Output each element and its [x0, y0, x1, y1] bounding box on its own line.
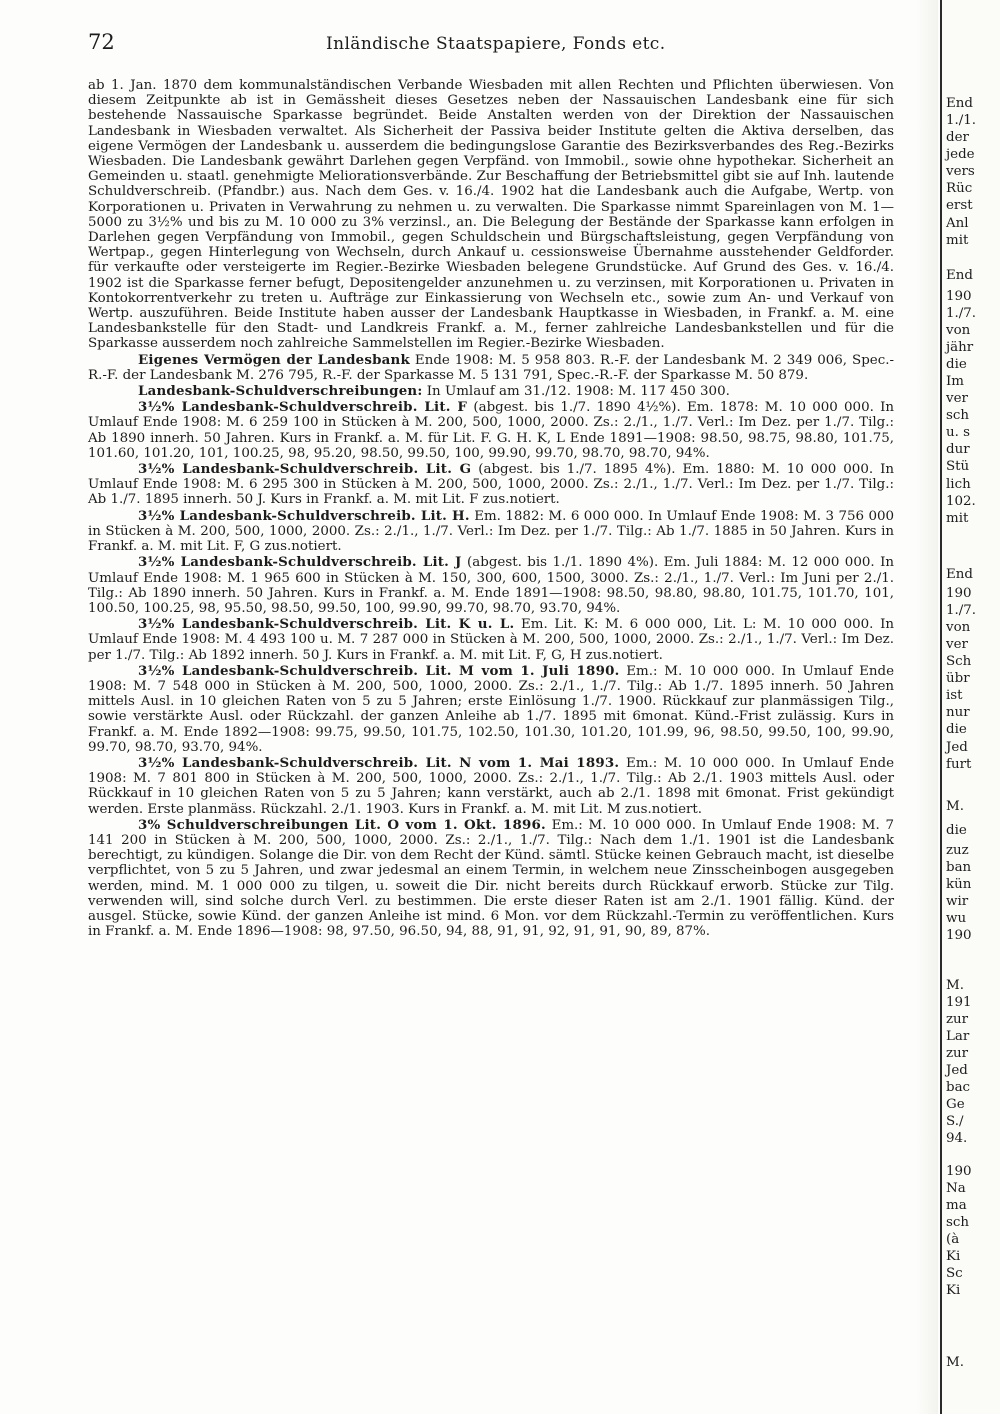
section-schuldverschreibungen [88, 384, 894, 399]
section-heading: 3½% Landesbank-Schuldverschreib. Lit. G [138, 461, 472, 478]
section-lit-f [88, 400, 894, 461]
section-text: Ende 1908: M. 5 958 803. R.-F. der Landesbank M. 2 349 006, Spec.-R.-F. der Landesbank M. 276 795, R.-F. der Sparkasse M. 5 131 791, Spec.-R.-F. der Sparkasse M. 50 879. [88, 352, 894, 383]
section-text: In Umlauf am 31./12. 1908: M. 117 450 300. [422, 384, 730, 400]
edge-fragment: sch [946, 408, 969, 423]
edge-fragment: 1./1. [946, 113, 977, 128]
edge-fragment: S./ [946, 1114, 964, 1129]
edge-fragment: 1./7. [946, 603, 977, 618]
section-heading: 3½% Landesbank-Schuldverschreib. Lit. J [138, 554, 462, 571]
edge-fragment: Im [946, 374, 964, 389]
edge-fragment: Lar [946, 1029, 970, 1044]
edge-fragment: Sc [946, 1266, 963, 1281]
section-text: (abgest. bis 1./1. 1890 4%). Em. Juli 1884: M. 12 000 000. In Umlauf Ende 1908: M. 1 965 600 in Stücken à M. 150, 300, 600, 1500, 3000. Zs.: 2./1., 1./7. Verl.: Im Juni per 2./1. Tilg.: Ab 1890 innerh. 50 Jahren. Kurs in Frankf. a. M. Ende 1891—1908: 98.50, 98.80, 98.80, 101.75, 101.70, 101, 100.50, 100.25, 98, 95.50, 98.50, 99.50, 100, 99.90, 99.70, 98.70, 93.70, 94%. [88, 555, 894, 616]
edge-fragment: Stü [946, 459, 970, 474]
edge-fragment: 102. [946, 494, 976, 509]
section-heading: 3½% Landesbank-Schuldverschreib. Lit. N vom 1. Mai 1893. [138, 754, 620, 771]
edge-fragment: ver [946, 637, 968, 652]
section-lit-j [88, 555, 894, 616]
edge-fragment: jähr [946, 340, 974, 355]
section-lit-k-l [88, 617, 894, 663]
edge-fragment: übr [946, 671, 970, 686]
edge-fragment: der [946, 130, 969, 145]
edge-fragment: Sch [946, 654, 972, 669]
page-gutter [916, 0, 938, 1414]
edge-fragment: ban [946, 860, 972, 875]
edge-fragment: von [946, 620, 971, 635]
edge-fragment: M. [946, 978, 964, 993]
edge-fragment: ver [946, 391, 968, 406]
edge-fragment: vers [946, 164, 975, 179]
section-lit-h [88, 509, 894, 555]
edge-fragment: Anl [946, 216, 969, 231]
edge-fragment: (à [946, 1232, 960, 1247]
section-lit-n [88, 756, 894, 817]
main-text-column [88, 78, 894, 939]
edge-fragment: 191 [946, 995, 972, 1010]
edge-fragment: Ki [946, 1283, 961, 1298]
edge-fragment: 94. [946, 1131, 968, 1146]
section-text: (abgest. bis 1./7. 1890 4½%). Em. 1878: M. 10 000 000. In Umlauf Ende 1908: M. 6 259 100 in Stücken à M. 200, 500, 1000, 2000. Zs.: 2./1., 1./7. Verl.: Im Dez. per 1./7. Tilg.: Ab 1890 innerh. 50 Jahren. Kurs in Frankf. a. M. für Lit. F. G. H. K, L Ende 1891—1908: 98.50, 98.75, 98.80, 101.75, 101.60, 101.20, 101, 100.25, 98, 95.20, 98.50, 99.50, 100, 99.90, 99.70, 98.70, 98.70, 94%. [88, 400, 894, 461]
section-text: Em.: M. 10 000 000. In Umlauf Ende 1908: M. 7 548 000 in Stücken à M. 200, 500, 1000, 2000. Zs.: 2./1., 1./7. Tilg.: Ab 1./7. 1895 innerh. 50 Jahren mittels Ausl. in 10 gleichen Raten von 5 zu 5 Jahren; erste Einlösung 1./7. 1900. Rückkauf zur planmässigen Tilg., sowie verstärkte Ausl. oder Rückzahl. der ganzen Anleihe ab 1./7. 1895 mit 6monat. Künd.-Frist zulässig. Kurs in Frankf. a. M. Ende 1892—1908: 99.75, 99.50, 101.75, 102.50, 101.30, 101.20, 101.99, 96, 98.50, 99.50, 100, 99.90, 99.70, 98.70, 93.70, 94%. [88, 663, 894, 755]
edge-fragment: End [946, 96, 973, 111]
paragraph-text: ab 1. Jan. 1870 dem kommunalständischen Verbande Wiesbaden mit allen Rechten und Pflichten überwiesen. Von diesem Zeitpunkte ab ist in Gemässheit dieses Gesetzes neben der Nassauischen Landesbank eine für sich bestehende Nassauische Sparkasse begründet. Beide Anstalten werden von der Direktion der Nassauischen Landesbank in Wiesbaden verwaltet. Als Sicherheit der Passiva beider Institute gelten die Aktiva derselben, das eigene Vermögen der Landesbank u. ausserdem die bedingungslose Garantie des Bezirksverbandes des Reg.-Bezirks Wiesbaden. Die Landesbank gewährt Darlehen gegen Verpfänd. von Immobil., sowie ohne hypothekar. Sicherheit an Gemeinden u. staatl. genehmigte Meliorationsverbände. Zur Beschaffung der Betriebsmittel gibt sie auf Inh. lautende Schuldverschreib. (Pfandbr.) aus. Nach dem Ges. v. 16./4. 1902 hat die Landesbank auch die Aufgabe, Wertp. von Korporationen u. Privaten in Verwahrung zu nehmen u. zu verwalten. Die Sparkasse nimmt Spareinlagen von M. 1—5000 zu 3½% und bis zu M. 10 000 zu 3% verzinsl., an. Die Belegung der Bestände der Sparkasse kann erfolgen in Darlehen gegen Verpfändung von Immobil., gegen Schuldschein und Bürgschaftsleistung, gegen Verpfändung von Wertpap., gegen Hinterlegung von Wechseln, durch Ankauf u. cessionsweise Übernahme ausstehender Geldforder. für verkaufte oder versteigerte im Regier.-Bezirke Wiesbaden belegene Grundstücke. Auf Grund des Ges. v. 16./4. 1902 ist die Sparkasse ferner befugt, Depositengelder anzunehmen u. zu verzinsen, mit Korporationen u. Privaten in Kontokorrentverkehr zu treten u. Aufträge zur Einkassierung von Wechseln etc., sowie zum An- und Verkauf von Wertp. auszuführen. Beide Institute haben ausser der Landesbank Hauptkasse in Wiesbaden, in Frankf. a. M. eine Landesbankstelle für den Stadt- und Landkreis Frankf. a. M., ferner zahlreiche Landesbankstellen und für die Sparkasse ausserdem noch zahlreiche Sammelstellen im Regier.-Bezirke Wiesbaden. [88, 78, 894, 352]
section-heading: 3% Schuldverschreibungen Lit. O vom 1. Okt. 1896. [138, 816, 546, 833]
edge-fragment: Na [946, 1181, 966, 1196]
edge-fragment: die [946, 357, 967, 372]
intro-paragraph [88, 78, 894, 352]
edge-fragment: Rüc [946, 181, 973, 196]
section-heading: 3½% Landesbank-Schuldverschreib. Lit. H. [138, 507, 470, 524]
section-heading: 3½% Landesbank-Schuldverschreib. Lit. M vom 1. Juli 1890. [138, 662, 620, 679]
edge-fragment: 190 [946, 928, 972, 943]
edge-fragment: ma [946, 1198, 967, 1213]
edge-fragment: zur [946, 1046, 969, 1061]
edge-fragment: End [946, 268, 973, 283]
section-heading: Eigenes Vermögen der Landesbank [138, 351, 410, 368]
edge-fragment: Ge [946, 1097, 965, 1112]
section-text: Em.: M. 10 000 000. In Umlauf Ende 1908: M. 7 801 800 in Stücken à M. 200, 500, 1000, 2000. Zs.: 2./1., 1./7. Tilg.: Ab 2./1. 1903 mittels Ausl. oder Rückkauf in 10 gleichen Raten von 5 zu 5 Jahren; kann verstärkt, auch ab 2./1. 1898 mit 6monat. Frist gekündigt werden. Erste planmäss. Rückzahl. 2./1. 1903. Kurs in Frankf. a. M. mit Lit. M zus.notiert. [88, 755, 894, 817]
running-title: Inländische Staatspapiere, Fonds etc. [326, 34, 666, 54]
edge-fragment: kün [946, 877, 972, 892]
edge-fragment: jede [946, 147, 975, 162]
section-text: Em. Lit. K: M. 6 000 000, Lit. L: M. 10 000 000. In Umlauf Ende 1908: M. 4 493 100 u. M. 7 287 000 in Stücken à M. 200, 500, 1000, 2000. Zs.: 2./1., 1./7. Verl.: Im Dez. per 1./7. Tilg.: Ab 1892 innerh. 50 J. Kurs in Frankf. a. M. mit Lit. F, G, H zus.notiert. [88, 617, 894, 663]
page-number: 72 [88, 30, 115, 54]
edge-fragment: dur [946, 442, 970, 457]
edge-fragment: Jed [946, 740, 968, 755]
edge-fragment: furt [946, 757, 972, 772]
edge-fragment: die [946, 823, 967, 838]
edge-fragment: Ki [946, 1249, 961, 1264]
edge-fragment: zuz [946, 843, 969, 858]
edge-fragment: wir [946, 894, 969, 909]
section-lit-m [88, 664, 894, 755]
section-text: (abgest. bis 1./7. 1895 4%). Em. 1880: M. 10 000 000. In Umlauf Ende 1908: M. 6 295 300 in Stücken à M. 200, 500, 1000, 2000. Zs.: 2./1., 1./7. Verl.: Im Dez. per 1./7. Tilg.: Ab 1./7. 1895 innerh. 50 J. Kurs in Frankf. a. M. mit Lit. F zus.notiert. [88, 462, 894, 508]
edge-fragment: wu [946, 911, 967, 926]
section-lit-o [88, 818, 894, 940]
edge-fragment: erst [946, 198, 973, 213]
edge-fragment: u. s [946, 425, 971, 440]
section-eigenes-vermoegen [88, 353, 894, 383]
edge-fragment: von [946, 323, 971, 338]
edge-fragment: mit [946, 233, 969, 248]
edge-fragment: nur [946, 705, 970, 720]
section-text: Em. 1882: M. 6 000 000. In Umlauf Ende 1908: M. 3 756 000 in Stücken à M. 200, 500, 1000, 2000. Zs.: 2./1., 1./7. Verl.: Im Dez. per 1./7. Tilg.: Ab 1./7. 1885 in 50 Jahren. Kurs in Frankf. a. M. mit Lit. F, G zus.notiert. [88, 508, 895, 555]
adjacent-page-fragment [940, 0, 1000, 1414]
section-text: Em.: M. 10 000 000. In Umlauf Ende 1908: M. 7 141 200 in Stücken à M. 200, 500, 1000, 2000. Zs.: 2./1., 1./7. Tilg.: Nach dem 1./1. 1901 ist die Landesbank berechtigt, zu kündigen. Solange die Dir. von dem Recht der Künd. sämtl. Stücke keinen Gebrauch macht, ist dieselbe verpflichtet, von 5 zu 5 Jahren, und zwar jedesmal an einem Termin, in welchem neue Zinsscheinbogen ausgegeben werden, mind. M. 1 000 000 zu tilgen, u. soweit die Dir. nicht bereits durch Rückkauf erworb. Stücke zur Tilg. verwenden will, sind solche durch Verl. zu bestimmen. Die erste dieser Raten ist am 2./1. 1901 fällig. Künd. der ausgel. Stücke, sowie Künd. der ganzen Anleihe ist mind. 6 Mon. vor dem Rückzahl.-Termin zu veröffentlichen. Kurs in Frankf. a. M. Ende 1896—1908: 98, 97.50, 96.50, 94, 88, 91, 91, 92, 91, 91, 90, 89, 87%. [88, 817, 894, 940]
section-lit-g [88, 462, 894, 508]
edge-fragment: sch [946, 1215, 969, 1230]
edge-fragment: ist [946, 688, 963, 703]
section-heading: Landesbank-Schuldverschreibungen: [138, 383, 423, 400]
edge-fragment: bac [946, 1080, 971, 1095]
edge-fragment: M. [946, 799, 964, 814]
edge-fragment: mit [946, 511, 969, 526]
edge-fragment: lich [946, 477, 971, 492]
edge-fragment: zur [946, 1012, 969, 1027]
edge-fragment: M. [946, 1355, 964, 1370]
edge-fragment: 1./7. [946, 306, 977, 321]
edge-fragment: 190 [946, 1164, 972, 1179]
edge-fragment: End [946, 567, 973, 582]
section-heading: 3½% Landesbank-Schuldverschreib. Lit. F [138, 399, 468, 416]
page-header [88, 30, 888, 60]
edge-fragment: 190 [946, 289, 972, 304]
edge-fragment: die [946, 722, 967, 737]
edge-fragment: Jed [946, 1063, 968, 1078]
section-heading: 3½% Landesbank-Schuldverschreib. Lit. K u. L. [138, 616, 515, 633]
edge-fragment: 190 [946, 586, 972, 601]
